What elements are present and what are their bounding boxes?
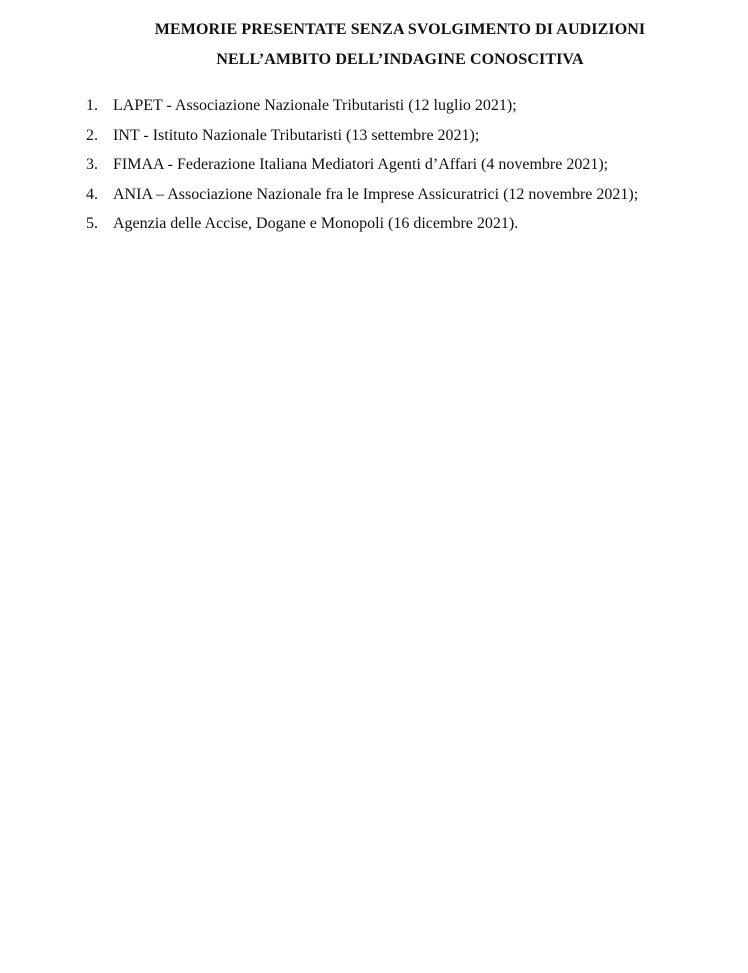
list-item-text: LAPET - Associazione Nazionale Tributaristi (12 luglio 2021); (113, 97, 517, 114)
list-item-number: 3. (86, 156, 98, 173)
list-item-text: INT - Istituto Nazionale Tributaristi (13 settembre 2021); (113, 126, 480, 144)
list-item (86, 185, 726, 215)
list-item-number: 5. (86, 215, 98, 232)
list-item-number: 2. (86, 126, 98, 144)
list-item-number: 4. (86, 185, 98, 203)
list-item (86, 96, 726, 126)
list-item-number: 1. (86, 97, 98, 114)
list-item-text: FIMAA - Federazione Italiana Mediatori Agenti d’Affari (4 novembre 2021); (113, 156, 609, 173)
document-heading-line-2: NELL’AMBITO DELL’INDAGINE CONOSCITIVA (216, 51, 584, 68)
memorie-list (86, 96, 726, 244)
list-item (86, 214, 726, 244)
list-item-text: Agenzia delle Accise, Dogane e Monopoli (16 dicembre 2021). (113, 215, 519, 232)
document-heading-line-1: MEMORIE PRESENTATE SENZA SVOLGIMENTO DI AUDIZIONI (154, 21, 646, 38)
list-item-text: ANIA – Associazione Nazionale fra le Imprese Assicuratrici (12 novembre 2021); (113, 185, 639, 203)
list-item (86, 155, 726, 185)
list-item (86, 126, 726, 156)
